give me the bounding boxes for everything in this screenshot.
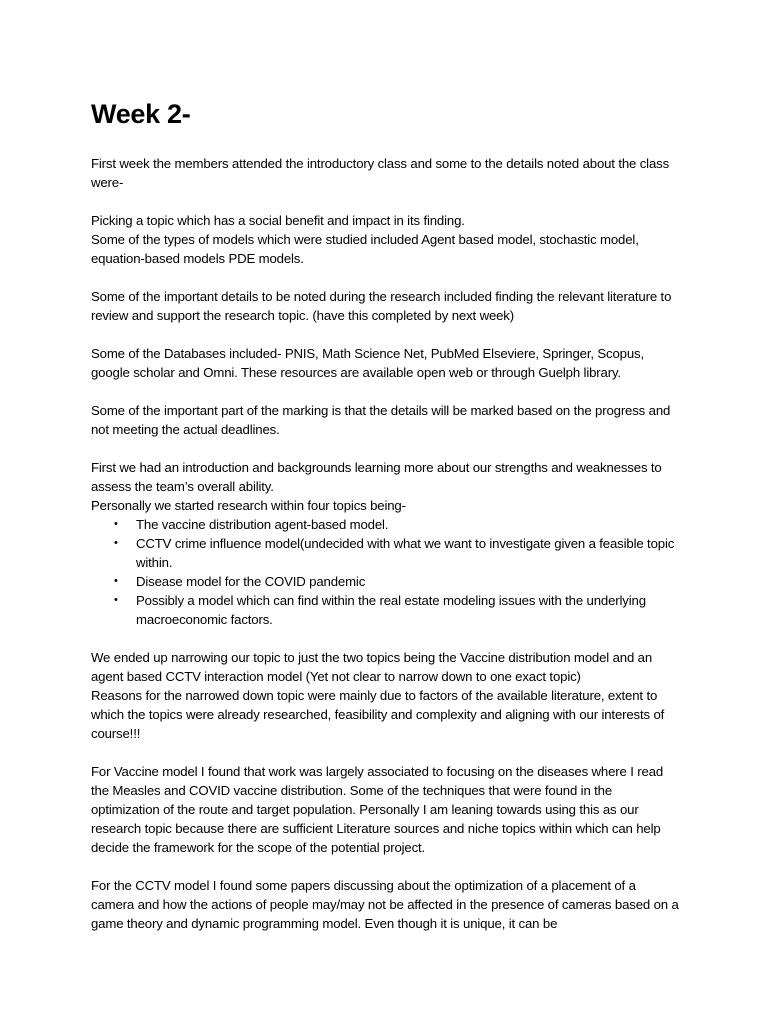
list-item — [114, 591, 681, 629]
list-item — [114, 572, 681, 591]
paragraph-introduction: First we had an introduction and backgrounds learning more about our strengths and weaknesses to assess the team’s overall ability. — [91, 460, 662, 494]
paragraph-databases: Some of the Databases included- PNIS, Math Science Net, PubMed Elseviere, Springer, Scopus, google scholar and Omni. These resources are available open web or through Guelph library. — [91, 346, 644, 380]
spacer — [91, 743, 681, 762]
list-item-text: Possibly a model which can find within the real estate modeling issues with the underlying macroeconomic factors. — [136, 593, 646, 627]
list-item-text: The vaccine distribution agent-based model. — [136, 517, 389, 532]
spacer — [91, 268, 681, 287]
list-item — [114, 534, 681, 572]
list-item-text: Disease model for the COVID pandemic — [136, 574, 366, 589]
spacer — [91, 325, 681, 344]
paragraph-topic-choice: Picking a topic which has a social benefit and impact in its finding. — [91, 213, 465, 228]
bullet-icon: • — [114, 575, 118, 587]
spacer — [91, 857, 681, 876]
list-item — [114, 515, 681, 534]
paragraph-research-details: Some of the important details to be noted during the research included finding the relevant literature to review and support the research topic. (have this completed by next week) — [91, 289, 672, 323]
spacer — [91, 629, 681, 648]
bullet-icon: • — [114, 518, 118, 530]
paragraph-reasons: Reasons for the narrowed down topic were mainly due to factors of the available literature, extent to which the topics were already researched, feasibility and complexity and aligning with our interests of course!!! — [91, 688, 665, 741]
spacer — [91, 192, 681, 211]
paragraph-narrowing: We ended up narrowing our topic to just the two topics being the Vaccine distribution model and an agent based CCTV interaction model (Yet not clear to narrow down to one exact topic) — [91, 650, 653, 684]
bullet-icon: • — [114, 537, 118, 549]
paragraph-model-types: Some of the types of models which were studied included Agent based model, stochastic model, equation-based models PDE models. — [91, 232, 639, 266]
list-item-text: CCTV crime influence model(undecided with what we want to investigate given a feasible topic within. — [136, 536, 675, 570]
paragraph-intro: First week the members attended the introductory class and some to the details noted about the class were- — [91, 156, 670, 190]
paragraph-marking: Some of the important part of the marking is that the details will be marked based on the progress and not meeting the actual deadlines. — [91, 403, 671, 437]
paragraph-vaccine-model: For Vaccine model I found that work was largely associated to focusing on the diseases where I read the Measles and COVID vaccine distribution. Some of the techniques that were found in the optimization of the route and target population. Personally I am leaning towards using this as our research topic because there are sufficient Literature sources and niche topics within which can help decide the framework for the scope of the potential project. — [91, 764, 664, 855]
topic-list — [91, 515, 681, 629]
paragraph-cctv-model: For the CCTV model I found some papers discussing about the optimization of a placement of a camera and how the actions of people may/may not be affected in the presence of cameras based on a game theory and dynamic programming model. Even though it is unique, it can be — [91, 878, 679, 931]
paragraph-four-topics: Personally we started research within four topics being- — [91, 498, 406, 513]
document-page — [91, 96, 681, 933]
document-title: Week 2- — [91, 99, 191, 129]
bullet-icon: • — [114, 594, 118, 606]
spacer — [91, 439, 681, 458]
spacer — [91, 382, 681, 401]
